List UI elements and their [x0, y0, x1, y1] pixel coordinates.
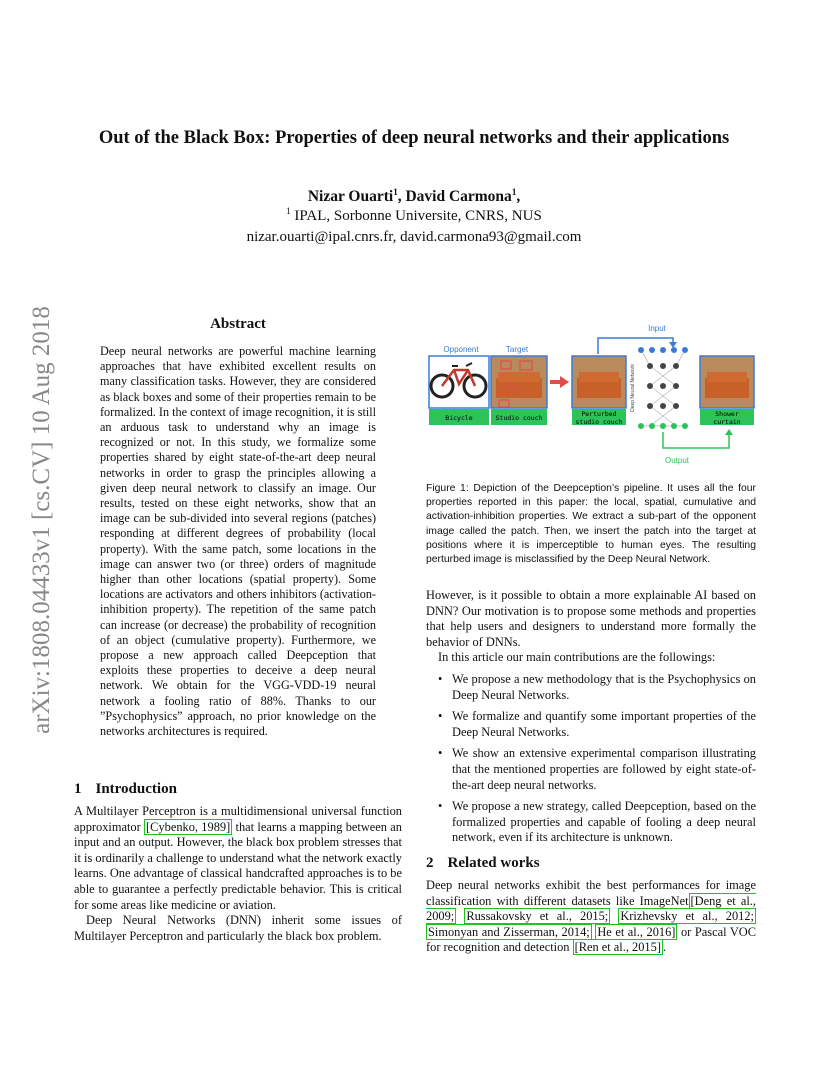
affiliation: $^1$ IPAL, Sorbonne Universite, CNRS, NUS [286, 206, 542, 224]
body-paragraph: However, is it possible to obtain a more explainable AI based on DNN? Our motivation is to propose some methods and properties that help users and designers to understand more formally the behavior of DNNs. [426, 588, 756, 649]
related-works-section [426, 855, 756, 956]
perturbed-couch-image [572, 356, 626, 408]
paper-title: Out of the Black Box: Properties of deep neural networks and their applications [98, 128, 730, 148]
arxiv-id: arXiv:1808.04433v1 [cs.CV] 10 Aug 2018 [28, 306, 55, 734]
author-list: Nizar Ouarti$^1$, David Carmona$^1$, [307, 186, 521, 205]
perturbed-label: Perturbed [581, 410, 617, 418]
citation-link[interactable]: [Ren et al., 2015] [574, 940, 661, 955]
network-label: Deep Neural Network [630, 364, 636, 412]
pipeline-diagram [426, 320, 756, 470]
related-paragraph: Deep neural networks exhibit the best performances for image classification with different datasets like ImageNet [Deng et al., 2009; Russakovsky et al., 2015; Krizhevsky et al., 2012; Simonyan and Zisserman, 2014; He et al., 2016] or Pascal VOC for recognition and detection [Ren et al., 2015] . [426, 878, 756, 955]
target-label: Target [505, 345, 529, 354]
bicycle-image [429, 356, 489, 408]
contribution-list [426, 672, 756, 846]
input-label: Input [648, 324, 666, 333]
intro-paragraph: Deep Neural Networks (DNN) inherit some issues of Multilayer Perceptron and particularly the black box problem. [74, 913, 402, 943]
citation-link[interactable]: Krizhevsky et al., 2012; [620, 909, 754, 924]
studio-couch-label: Studio couch [495, 414, 543, 422]
citation-link[interactable]: [Deng et al., 2009; [426, 893, 756, 924]
citation-link[interactable]: Russakovsky et al., 2015; [466, 909, 609, 924]
citation-link[interactable]: He et al., 2016] [597, 924, 676, 939]
bicycle-label: Bicycle [445, 414, 473, 422]
list-item: • We propose a new strategy, called Deepception, based on the formalized properties and capable of fooling a deep neural network, even if its architecture is unknown. [426, 799, 756, 846]
output-label: Output [664, 456, 690, 465]
right-column [426, 588, 756, 852]
list-item: • We show an extensive experimental comparison illustrating that the mentioned properties are followed by eight state-of-the-art deep neural networks. [426, 746, 756, 793]
target-couch-image [491, 356, 547, 408]
intro-paragraph: A Multilayer Perceptron is a multidimensional universal function approximator [Cybenko, 1989] that learns a mapping between an input and an output. However, the black box problem stresses that it is ordinarily a challenge to understand what the network exactly learns. One advantage of classical handcrafted approaches is to be able to guarantee a perfectly predictable behavior. This is critical for some areas like medicine or aviation. [74, 804, 402, 912]
abstract-heading: Abstract [210, 316, 266, 332]
list-item: • We formalize and quantify some important properties of the Deep Neural Networks. [426, 709, 756, 740]
shower-label: Shower [715, 410, 739, 418]
author-emails: nizar.ouarti@ipal.cnrs.fr, david.carmona93@gmail.com [246, 229, 582, 245]
shower-label-2: curtain [713, 418, 741, 426]
abstract-text: Deep neural networks are powerful machine learning approaches that have exhibited excellent results on many classification tasks. However, they are considered as black boxes and some of their properties remain to be formalized. In the context of image recognition, it is still an arduous task to understand why an image is recognized or not. In this study, we formalize some properties shared by eight state-of-the-art deep neural networks in order to grasp the principles allowing a given deep neural network to classify an image. Our results, tested on these eight networks, show that an image can be sub-divided into several regions (patches) responding at different degrees of probability (local property). With the same patch, some locations in the image can answer two (or three) orders of magnitude higher than other locations (spatial property). Some locations are activators and others inhibitors (activation-inhibition property). The repetition of the same patch can increase (or decrease) the probability of recognition of an object (cumulative property). Furthermore, we propose a new approach called Deepception that exploits these properties to deceive a deep neural network. We obtain for the VGG-VDD-19 neural network a fooling ratio of 88%. Thanks to our ”Psychophysics” approach, no prior knowledge on the networks architectures is required. [100, 344, 376, 739]
body-paragraph: In this article our main contributions are the followings: [438, 650, 716, 665]
list-item: • We propose a new methodology that is the Psychophysics on Deep Neural Networks. [426, 672, 756, 703]
introduction-section [74, 781, 402, 944]
output-couch-image [700, 356, 754, 408]
author-name: Nizar Ouarti [307, 188, 394, 205]
arxiv-stamp [22, 285, 62, 755]
figure-caption: Figure 1: Depiction of the Deepception’s pipeline. It uses all the four properties reported in this paper: the local, spatial, cumulative and activation-inhibition properties. We extract a sub-part of the opponent image called the patch. Then, we insert the patch into the target at positions where it is imperceptible to human eyes. The resulting perturbed image is misclassified by the Deep Neural Network. [426, 483, 756, 566]
author-name: David Carmona [405, 188, 512, 205]
section-heading: 2 Related works [426, 855, 540, 871]
figure-deepception-pipeline [426, 320, 756, 470]
perturbed-label-2: studio couch [575, 418, 623, 426]
citation-link[interactable]: Simonyan and Zisserman, 2014; [428, 924, 590, 939]
citation-link[interactable]: [Cybenko, 1989] [146, 819, 231, 834]
opponent-label: Opponent [443, 345, 479, 354]
section-heading: 1 Introduction [74, 781, 177, 797]
